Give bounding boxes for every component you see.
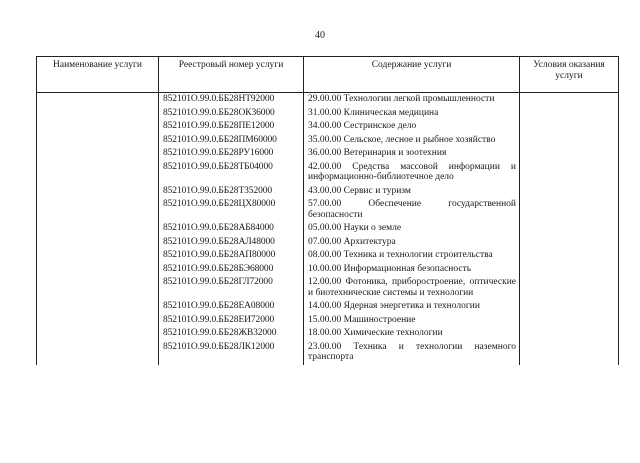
cell-service-content: 57.00.00 Обеспечение государственной безопасности xyxy=(304,198,520,222)
cell-registry-number: 852101О.99.0.ББ28РУ16000 xyxy=(159,147,304,161)
cell-service-name xyxy=(37,107,159,121)
cell-service-content: 07.00.00 Архитектура xyxy=(304,236,520,250)
page-number: 40 xyxy=(315,30,325,41)
cell-registry-number: 852101О.99.0.ББ28БЭ68000 xyxy=(159,263,304,277)
cell-service-conditions xyxy=(520,93,619,107)
table-row xyxy=(37,198,619,222)
cell-service-content: 12.00.00 Фотоника, приборостроение, оптические и биотехнические системы и технологии xyxy=(304,276,520,300)
cell-service-conditions xyxy=(520,185,619,199)
cell-registry-number: 852101О.99.0.ББ28ОК36000 xyxy=(159,107,304,121)
header-service-conditions: Условия оказания услуги xyxy=(520,57,619,93)
cell-registry-number: 852101О.99.0.ББ28НТ92000 xyxy=(159,93,304,107)
cell-registry-number: 852101О.99.0.ББ28ПЕ12000 xyxy=(159,120,304,134)
table-header xyxy=(37,57,619,93)
table-row xyxy=(37,341,619,365)
cell-service-content: 35.00.00 Сельское, лесное и рыбное хозяйство xyxy=(304,134,520,148)
cell-service-name xyxy=(37,198,159,222)
table-row xyxy=(37,185,619,199)
cell-service-content: 36.00.00 Ветеринария и зоотехния xyxy=(304,147,520,161)
cell-service-name xyxy=(37,300,159,314)
table-row xyxy=(37,147,619,161)
cell-service-name xyxy=(37,134,159,148)
cell-service-content: 23.00.00 Техника и технологии наземного транспорта xyxy=(304,341,520,365)
cell-service-content: 05.00.00 Науки о земле xyxy=(304,222,520,236)
cell-service-content: 18.00.00 Химические технологии xyxy=(304,327,520,341)
cell-service-content: 15.00.00 Машиностроение xyxy=(304,314,520,328)
cell-service-name xyxy=(37,249,159,263)
cell-registry-number: 852101О.99.0.ББ28ЖВ32000 xyxy=(159,327,304,341)
cell-service-content: 10.00.00 Информационная безопасность xyxy=(304,263,520,277)
cell-service-conditions xyxy=(520,300,619,314)
table-body xyxy=(37,93,619,365)
cell-registry-number: 852101О.99.0.ББ28ЕИ72000 xyxy=(159,314,304,328)
table-row xyxy=(37,120,619,134)
cell-registry-number: 852101О.99.0.ББ28АБ84000 xyxy=(159,222,304,236)
cell-service-name xyxy=(37,222,159,236)
header-registry-number: Реестровый номер услуги xyxy=(159,57,304,93)
cell-service-name xyxy=(37,161,159,185)
header-row xyxy=(37,57,619,93)
cell-service-conditions xyxy=(520,341,619,365)
header-service-name: Наименование услуги xyxy=(37,57,159,93)
cell-service-conditions xyxy=(520,147,619,161)
cell-registry-number: 852101О.99.0.ББ28ЛК12000 xyxy=(159,341,304,365)
cell-service-name xyxy=(37,341,159,365)
table-row xyxy=(37,327,619,341)
table-row xyxy=(37,161,619,185)
cell-service-conditions xyxy=(520,134,619,148)
cell-service-content: 08.00.00 Техника и технологии строительства xyxy=(304,249,520,263)
cell-service-conditions xyxy=(520,263,619,277)
cell-registry-number: 852101О.99.0.ББ28ЦХ80000 xyxy=(159,198,304,222)
cell-service-conditions xyxy=(520,198,619,222)
cell-service-content: 34.00.00 Сестринское дело xyxy=(304,120,520,134)
cell-service-content: 14.00.00 Ядерная энергетика и технологии xyxy=(304,300,520,314)
cell-service-content: 43.00.00 Сервис и туризм xyxy=(304,185,520,199)
cell-registry-number: 852101О.99.0.ББ28ТБ04000 xyxy=(159,161,304,185)
cell-service-conditions xyxy=(520,107,619,121)
cell-registry-number: 852101О.99.0.ББ28Т352000 xyxy=(159,185,304,199)
cell-service-conditions xyxy=(520,120,619,134)
header-service-content: Содержание услуги xyxy=(304,57,520,93)
table-row xyxy=(37,93,619,107)
cell-registry-number: 852101О.99.0.ББ28ЕА08000 xyxy=(159,300,304,314)
cell-registry-number: 852101О.99.0.ББ28ПМ60000 xyxy=(159,134,304,148)
cell-registry-number: 852101О.99.0.ББ28АЛ48000 xyxy=(159,236,304,250)
cell-service-conditions xyxy=(520,236,619,250)
cell-service-conditions xyxy=(520,327,619,341)
cell-service-name xyxy=(37,314,159,328)
cell-service-conditions xyxy=(520,161,619,185)
cell-service-name xyxy=(37,276,159,300)
table-row xyxy=(37,263,619,277)
cell-service-name xyxy=(37,120,159,134)
table-row xyxy=(37,134,619,148)
table-row xyxy=(37,236,619,250)
cell-registry-number: 852101О.99.0.ББ28ГЛ72000 xyxy=(159,276,304,300)
cell-registry-number: 852101О.99.0.ББ28АП80000 xyxy=(159,249,304,263)
table-row xyxy=(37,249,619,263)
cell-service-content: 31.00.00 Клиническая медицина xyxy=(304,107,520,121)
cell-service-name xyxy=(37,93,159,107)
table-row xyxy=(37,222,619,236)
table-row xyxy=(37,314,619,328)
cell-service-conditions xyxy=(520,276,619,300)
services-table xyxy=(36,56,619,365)
cell-service-name xyxy=(37,327,159,341)
cell-service-name xyxy=(37,185,159,199)
cell-service-content: 42.00.00 Средства массовой информации и информационно-библиотечное дело xyxy=(304,161,520,185)
cell-service-content: 29.00.00 Технологии легкой промышленности xyxy=(304,93,520,107)
cell-service-conditions xyxy=(520,249,619,263)
cell-service-conditions xyxy=(520,314,619,328)
table-row xyxy=(37,276,619,300)
cell-service-name xyxy=(37,263,159,277)
cell-service-name xyxy=(37,236,159,250)
table-row xyxy=(37,107,619,121)
cell-service-conditions xyxy=(520,222,619,236)
table-row xyxy=(37,300,619,314)
cell-service-name xyxy=(37,147,159,161)
